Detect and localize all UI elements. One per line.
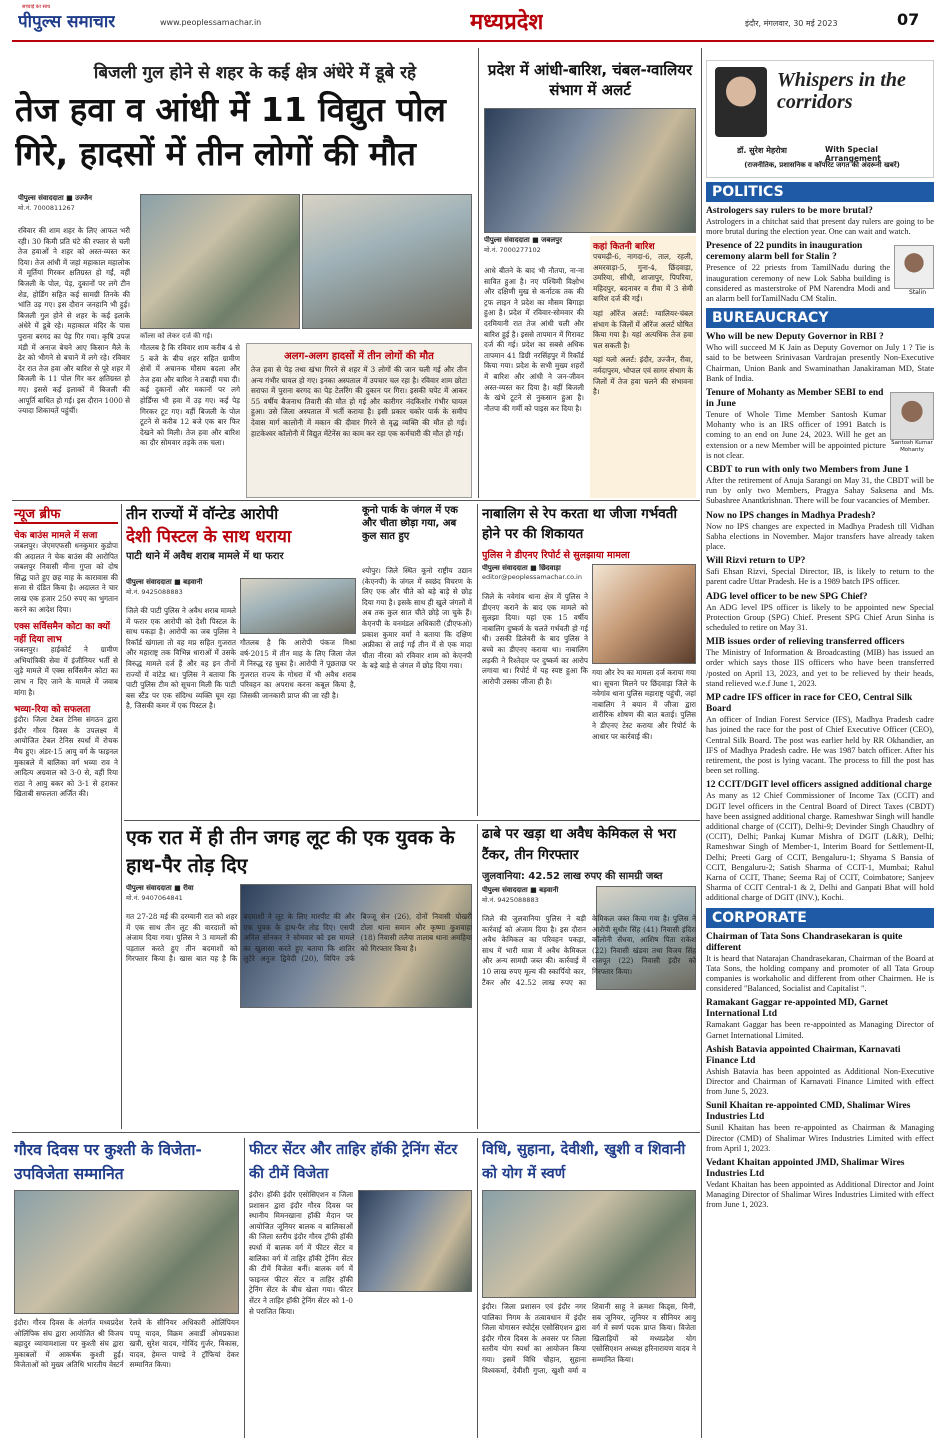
lead-body: रविवार की शाम शहर के लिए आफत भरी रही। 30 किमी प्रति घंटे की रफ्तार से चली तेज हवाओं ने शहर को अस्त-व्यस्त कर दिया। तेज आंधी में जहां महाकाल महालोक में मूर्तियां गिरकर क्षतिग्रस्त हो गईं, वहीं बिजली के पोल, पेड़, दुकानों पर लगे टीन शेड, होर्डिंग सहित कई सामग्री तिनके की भांति उड़ गए। इस दौरान जनहानि भी हुई। बिजली गुल होने से शहर के कई इलाके अंधेरे में डूबे रहे। महाकाल मंदिर के पास पुराना बरगद का पेड़ गिर गया। कृषि उपज मंडी में अनाज बेचने आए किसान मैले के ढेर को भीगने से बचाने में लगे रहे। रविवार देर रात तेज हवा और बारिश से पूरे शहर में बिजली के 11 पोल गिर कर क्षतिग्रस्त हो गए। इससे कई इलाकों में बिजली की आपूर्ति बाधित हो गई। इस दौरान 1000 से ज्यादा शिकायतें पहुंचीं।: [18, 226, 130, 416]
divider: [124, 820, 700, 821]
news-brief-item-1-headline: एक्स सर्विसमैन कोटा का क्यों नहीं दिया लाभ: [14, 622, 111, 646]
pistol-byline-block: [126, 578, 236, 602]
whispers-title: Whispers in the corridors: [777, 69, 906, 113]
news-brief-item-0-body: जबलपुर। जेएमएफसी धनकुमार कुडोपा की अदालत ने चेक बाउंस की आरोपित जबलपुर निवासी मीना गुप्ता को दोष सिद्ध पाते हुए छह माह के कारावास की सजा से दंडित किया है। अदालत ने चार लाख एक हजार 250 रुपए का भुगतान करने का आदेश दिया।: [14, 541, 118, 614]
bureaucracy-item-6-body: The Ministry of Information & Broadcasting (MIB) has issued an order which says those IIS officers who have been transferred /posted on April 13, 2023, and yet to be relieved by their heads, stand relieved w.e.f June 1, 2023.: [706, 648, 934, 688]
lead-col2: गौतलब है कि रविवार शाम करीब 4 से 5 बजे के बीच शहर सहित ग्रामीण क्षेत्रों में अचानक मौसम बदला और तेज हवा और बारिश ने तबाही मचा दी। कई दुकानों और मकानों पर लगे होर्डिंग्स भी हवा में उड़ गए। कई पेड़ गिरकर टूट गए। वहीं बिजली के पोल टूटने से करीब 12 बजे एक बार फिर देखने को मिली। तेज हवा और बारिश का दौर सोमवार तड़के तक चला।: [140, 343, 240, 448]
news-brief-label: न्यूज ब्रीफ: [14, 504, 118, 524]
bureaucracy-item-8-body: As many as 12 Chief Commissioner of Income Tax (CCIT) and DGIT level officers in the Central Board of Direct Taxes (CBDT) have been assigned additional charge. Rameshwar Singh will handle additional charge of (CCIT), Delhi-9; Devinder Singh Chaudhry of (CCIT), Delhi; Pankaj Kumar Mishra of DGIT (L&R), Delhi; Rameshwar Singh of Member-1, Interim Board for Settlement-II, Delhi; Preeti Garg of CCIT, Bengaluru-1; Shyama S Bansia of CCIT, Bengaluru-2; Satish Sharma of CCIT-1, Mumbai; Rahul Karna of CCIT, Thane; Seema Raj of CCIT, Coimbatore; Sanjeev Sharma of CCIT Central-1 & 2, Delhi and Ganpati Bhat will hold additional charge of DGIT (INV.), Kochi.: [706, 791, 934, 903]
rape-illustration: [592, 564, 696, 664]
rape-email: editor@peoplessamachar.co.in: [482, 573, 582, 581]
masthead: [0, 0, 945, 40]
lead-headline: तेज हवा व आंधी में 11 विद्युत पोल गिरे, हादसों में तीन लोगों की मौत: [15, 90, 446, 173]
loot-headline: एक रात में ही तीन जगह लूट की एक युवक के हाथ-पैर तोड़ दिए: [126, 826, 455, 877]
loot-byline-block: [126, 884, 236, 908]
divider: [12, 500, 700, 501]
storm-photo: [484, 108, 696, 233]
news-brief-item-2-body: इंदौर। जिला टेबल टेनिस संगठन द्वारा इंदौर गौरव दिवस के उपलक्ष्य में आयोजित टेबल टेनिस स्पर्धा में रोचक मैच हुए। अंडर-15 आयु वर्ग के फाइनल मुकाबले में बालिका वर्ग भव्या राव ने आदित्य अग्रवाल को 3-0 से, वहीं रिया राठा ने आयु बकर को 3-1 से हराकर खिताबी सफलता अर्जित की।: [14, 715, 118, 799]
bureaucracy-item-7-body: An officer of Indian Forest Service (IFS), Madhya Pradesh cadre has joined the race for the post of Chief Executive Officer (CEO), Central Silk Board. The post was earlier held by RR Okhandier, an IFS of Madhya Pradesh cadre. He was 1987 batch officer. After his retirement, the post is lying vacant. The process to fill the post has been set rolling.: [706, 715, 934, 776]
pistol-mobile: मो.नं. 9425088883: [126, 588, 183, 596]
bureaucracy-item-2-headline: CBDT to run with only two Members from June 1: [706, 465, 910, 476]
pistol-subhead: पाटी थाने में अवैध शराब मामले में था फरार: [126, 551, 284, 562]
rape-subhead: पुलिस ने डीएनए रिपोर्ट से सुलझाया मामला: [482, 550, 630, 561]
news-brief: [14, 504, 118, 1129]
bureaucracy-item-1-headline: Tenure of Mohanty as Member SEBI to end in June: [706, 388, 884, 410]
politics-label: POLITICS: [706, 182, 934, 202]
lead-byline-block: [18, 194, 138, 222]
corporate-item-0-body: It is heard that Natarajan Chandrasekaran, Chairman of the Board at Tata Sons, the holding company and promoter of all Tata Group companies is workaholic and different from other Chairmen. He is considered "Balanced, Socialist and Capitalist ".: [706, 953, 934, 994]
kuno-headline: कूनो पार्क के जंगल में एक और चीता छोड़ा गया, अब कुल सात हुए: [362, 505, 458, 542]
stalin-caption: Stalin: [909, 289, 926, 297]
hockey-headline: फीटर सेंटर और ताहिर हॉकी ट्रेनिंग सेंटर की टीमें विजेता: [249, 1142, 458, 1182]
storm-headline: प्रदेश में आंधी-बारिश, चंबल-ग्वालियर संभाग में अलर्ट: [487, 61, 693, 99]
paper-name: पीपुल्स समाचार: [18, 12, 116, 32]
lead-box: [246, 343, 472, 498]
yoga-photo: [482, 1190, 696, 1298]
bureaucracy-item-4-body: Safi Ehsan Rizvi, Special Director, IB, is likely to return to the parent cadre Uttar Pradesh. He is a 1989 batch IPS officer.: [706, 567, 934, 587]
kuno-body: श्योपुर। जिले स्थित कूनो राष्ट्रीय उद्यान (केएनपी) के जंगल में स्वछंद विचरण के लिए एक और चीते को बड़े बाड़े से छोड़ दिया गया है। इसके साथ ही खुले जंगलों में अब तक कुल सात चीते छोड़े जा चुके हैं। केएनपी के वनमंडल अधिकारी (डीएफओ) प्रकाश कुमार वर्मा ने बताया कि दक्षिण अफ्रीका से लाई गई तीन में से एक मादा चीता नीरवा को रविवार शाम को केएनपी के बड़े बाड़े से जंगल में छोड़ दिया गया।: [362, 566, 472, 671]
bureaucracy-item-5-headline: ADG level officer to be new SPG Chief?: [706, 591, 868, 602]
divider: [121, 504, 122, 1129]
yoga-headline: विधि, सुहाना, देवीशी, खुशी व शिवानी को योग में स्वर्ण: [482, 1142, 686, 1182]
bureaucracy-item-8-headline: 12 CCIT/DGIT level officers assigned additional charge: [706, 780, 932, 791]
corporate-item-0-headline: Chairman of Tata Sons Chandrasekaran is quite different: [706, 931, 903, 953]
orange-alert: यहां ऑरेंज अलर्ट: ग्वालियर-चंबल संभाग के जिलों में ऑरेंज अलर्ट घोषित किया गया है। यहां अत्यधिक तेज हवा चल सकती है।: [593, 308, 693, 350]
page-number: 07: [897, 10, 920, 29]
pistol-headline: देशी पिस्टल के साथ धराया: [126, 527, 292, 547]
lead-byline: पीपुल्स संवाददाता ■ उज्जैन: [18, 194, 93, 202]
pistol-body2: गौतलब है कि आरोपी पंकज मिश्रा वर्ष-2015 में तीन माह के लिए जिला जेल में निरुद्ध रह चुका है। आरोपी ने पूछताछ पर गुजरात राज्य के गोधरा में भी अवैध शराब परिवहन का अपराध करना कबूल किया है, जिसकी जानकारी प्राप्त की जा रही है।: [240, 638, 356, 700]
bureaucracy-item-4-headline: Will Rizvi return to UP?: [706, 556, 806, 567]
corporate-label: CORPORATE: [706, 908, 934, 928]
chemical-byline: पीपुल्स संवाददाता ■ बड़वानी: [482, 886, 559, 894]
storm-byline-block: [484, 236, 584, 262]
chemical-byline-block: [482, 886, 592, 910]
divider: [12, 1132, 700, 1133]
politics-item-1-body: Presence of 22 priests from TamilNadu during the inauguration ceremony of new Lok Sabha building is considered as masterstroke of PM Narendra Modi and an alarm bell forTamilNadu CM Stalin.: [706, 263, 890, 304]
chemical-headline: ढाबे पर खड़ा था अवैध केमिकल से भरा टैंकर, तीन गिरफ्तार: [482, 826, 676, 863]
corporate-item-4-headline: Vedant Khaitan appointed JMD, Shalimar Wires Industries Ltd: [706, 1157, 905, 1179]
mohanty-photo: [890, 392, 934, 440]
chemical-subhead: जुलवानिया: 42.52 लाख रुपए की सामग्री जब्त: [482, 871, 663, 882]
corporate-item-2-headline: Ashish Batavia appointed Chairman, Karnavati Finance Ltd: [706, 1044, 901, 1066]
news-brief-item-1-body: जबलपुर। हाईकोर्ट ने ग्रामीण अभियांत्रिकी सेवा में इंजीनियर भर्ती से जुड़े मामले में एक्स सर्विसमैन कोटा का लाभ न दिए जाने के मामले में जवाब मांगा है।: [14, 645, 118, 697]
lead-mobile: मो.नं. 7000811267: [18, 204, 75, 212]
divider: [477, 504, 478, 816]
divider: [244, 1138, 245, 1438]
whispers-subtitle: (राजनीतिक, प्रशासनिक व कॉर्पोरेट जगत की अंदरूनी खबरें): [744, 161, 900, 169]
bureaucracy-item-3-body: Now no IPS changes are expected in Madhya Pradesh till Vidhan Sabha elections in November. Major transfers have already taken place.: [706, 521, 934, 552]
whispers-with: With Special Arrangement: [825, 145, 881, 163]
right-column: [706, 182, 934, 1437]
corporate-item-2-body: Ashish Batavia has been appointed as Additional Non-Executive Director and Chairman of Karnavati Finance Limited with effect from June 5, 2023.: [706, 1066, 934, 1097]
chemical-body: जिले की जुलवानिया पुलिस ने बड़ी कार्रवाई को अंजाम दिया है। इस दौरान अवैध केमिकल का परिवहन पकड़ा, साथ में भारी मात्रा में अवैध केमिकल और अन्य सामग्री जब्त की। कार्रवाई में 10 लाख रुपए मूल्य की स्कार्पियो कार, टैंकर और 42.52 लाख रुपए का केमिकल जब्त किया गया है। पुलिस ने आरोपी सुधीर सिंह (41) निवासी इंदिरा कॉलोनी सेंधवा, आशिष पिता राकेश (22) निवासी खंडवा तथा विजय सिंह राजपूत (22) निवासी इंदौर को गिरफ्तार किया।: [482, 914, 696, 987]
lead-photo-temple: [302, 194, 472, 329]
section-title: मध्यप्रदेश: [470, 10, 544, 35]
corporate-item-1-body: Ramakant Gaggar has been re-appointed as Managing Director of Garnet International Limited.: [706, 1020, 934, 1040]
mohanty-caption: Santosh Kumar Mohanty: [891, 440, 933, 453]
pistol-body: जिले की पाटी पुलिस ने अवैध शराब मामले में फरार एक आरोपी को देशी पिस्टल के साथ पकड़ा है। आरोपी का जब पुलिस ने रिकॉर्ड खंगाला तो वह मप्र सहित गुजरात और महाराष्ट्र तक विभिन्न धाराओं में उसके विरुद्ध मामले दर्ज हैं और वह इन तीनों राज्यों में वांटेड था। पुलिस ने बताया कि पाटी पुलिस टीम को सूचना मिली कि पाटी बस स्टैंड पर एक संदिग्ध व्यक्ति घूम रहा है, जिसकी कमर में एक पिस्टल है।: [126, 606, 236, 711]
yoga-body: इंदौर। जिला प्रशासन एवं इंदौर नगर पालिका निगम के तत्वावधान में इंदौर जिला योगासन स्पोर्ट्स एसोसिएशन द्वारा इंदौर गौरव दिवस के अवसर पर जिला स्तरीय योग स्पर्धा का आयोजन किया गया। इसमें विधि चौहान, सुहाना विश्वकर्मा, देवीशी गुप्ता, खुशी वर्मा व शिवानी साहू ने क्रमशः किड्स, मिनी, सब जूनियर, जूनियर व सीनियर आयु वर्ग में स्वर्ण पदक प्राप्त किया। विजेता खिलाड़ियों को मध्यप्रदेश योग एसोसिएशन अध्यक्ष हरिनारायण यादव ने सम्मानित किया।: [482, 1302, 696, 1375]
bureaucracy-item-5-body: An ADG level IPS officer is likely to be appointed new Special Protection Group (SPG) Chief. Present SPG Chief Arun Sinha is scheduled to retire on May 31.: [706, 602, 934, 633]
lead-kicker: बिजली गुल होने से शहर के कई क्षेत्र अंधेरे में डूबे रहे: [93, 63, 417, 83]
corporate-item-3-body: Sunil Khaitan has been re-appointed as Chairman & Managing Director (CMD) of Shalimar Wires Industries Limited with effect from April 1, 2023.: [706, 1123, 934, 1153]
rape-body: जिले के नवेगांव थाना क्षेत्र में पुलिस ने डीएनए कराने के बाद एक मामले को सुलझा दिया। यहां एक 15 वर्षीय नाबालिग दुष्कर्म के चलते गर्भवती हो गई थी। उसकी डिलेवरी के बाद पुलिस ने बच्चे का डीएनए कराया था। नाबालिग लड़की ने रिश्तेदार पर दुष्कर्म का आरोप लगाया था। रिपोर्ट में यह स्पष्ट हुआ कि आरोपी उसका जीजा ही है।: [482, 592, 588, 686]
yellow-alert: यहां यलो अलर्ट: इंदौर, उज्जैन, रीवा, नर्मदापुरम, भोपाल एवं सागर संभाग के जिलों में तेज हवा चलने की संभावना है।: [593, 355, 693, 397]
hockey-photo: [358, 1190, 472, 1292]
bureaucracy-item-0-body: Who will succeed M K Jain as Deputy Governor on July 1 ? Tie is said to be between Srinivasan Vardrajan presently Non-Executive Chairman, Union Bank and Swaminathan Janakiraman MD, State Bank of India.: [706, 343, 934, 383]
bureaucracy-item-7-headline: MP cadre IFS officer in race for CEO, Central Silk Board: [706, 693, 913, 715]
divider: [478, 48, 479, 498]
loot-mobile: मो.नं. 9407064841: [126, 894, 183, 902]
corporate-item-3-headline: Sunil Khaitan re-appointed CMD, Shalimar Wires Industries Ltd: [706, 1101, 911, 1123]
masthead-rule: [12, 40, 934, 42]
bureaucracy-item-3-headline: Now no IPS changes in Madhya Pradesh?: [706, 510, 876, 521]
pistol-byline: पीपुल्स संवाददाता ■ बड़वानी: [126, 578, 203, 586]
kushti-body: इंदौर। गौरव दिवस के अंतर्गत मध्यप्रदेश ओलिंपिक संघ द्वारा आयोजित श्री विजय बहादुर व्यायामशाला पर कुश्ती संघ द्वारा मुकाबलों में आकर्षक कुश्ती हुई। विजेताओं को मुख्य अतिथि भारतीय वेस्टर्न रेलवे के सीनियर अधिकारी ओलिंपियन पप्पू यादव, विक्रम अवार्डी ओमप्रकाश खत्री, सुरेश यादव, गोविंद गुर्जर, विकास, यादव, हेमन्त पाण्डे ने ट्रॉफियां देकर सम्मानित किया।: [14, 1318, 239, 1370]
lead-box-body: तेज हवा से पेड़ तथा खंभा गिरने से शहर में 3 लोगों की जान चली गई और तीन अन्य गंभीर घायल हो गए। इनका अस्पताल में उपचार चल रहा है। रविवार शाम छोटा सराफा में पुराना बरगद का पेड़ टेलरिंग की दुकान पर गिरा। इसकी चपेट में आकर 55 वर्षीय बैजनाथ तिवारी की मौत हो गई और कारीगर नंदकिशोर गंभीर घायल हुआ। उसे जिला अस्पताल में भर्ती कराया है। इसी प्रकार चकोर पार्क के समीप देवास मार्ग कालोनी में मकान की दीवार गिरने से वृद्ध व्यक्ति की मौत हो गई। हाटकेश्वर कॉलोनी में विद्युत मेंटेनेंस का काम कर रहा एक कर्मचारी की मौत हो गई।: [251, 365, 467, 438]
divider: [701, 48, 702, 1438]
rape-body2: गया और रेप का मामला दर्ज कराया गया था। सूचना मिलने पर छिंदवाड़ा जिले के नवेगांव थाना पुलिस महाराष्ट्र पहुंची, जहां नाबालिग ने बयान में जीजा द्वारा शारीरिक शोषण की बात बताई। पुलिस ने डीएनए टेस्ट कराया और रिपोर्ट के आधार पर कार्रवाई की।: [592, 668, 696, 741]
storm-byline: पीपुल्स संवाददाता ■ जबलपुर: [484, 236, 562, 244]
storm-body: आधे बीतने के बाद भी नौतपा, ना-ना सावित हुआ है। नए पश्चिमी विक्षोभ और दक्षिणी मुख से कर्नाटक तक की ट्रफ लाइन ने प्रदेश का मौसम बिगाड़ा हुआ है। प्रदेश में रविवार-सोमवार की दरमियानी रात तेज आंधी चली और बारिश हुई है। इससे तापमान में गिरावट दर्ज की गई। प्रदेश का सबसे अधिक तापमान 41 डिग्री नरसिंहपुर में रिकॉर्ड किया गया। प्रदेश के सभी मुख्य शहरों में बारिश और आंधी ने जन-जीवन अस्त-व्यस्त कर दिया है। वहीं बिजली के खंभे टूटने से नुकसान हुआ है। नौतपा की गर्मी को पाइस कर दिया है।: [484, 266, 584, 413]
pistol-kicker: तीन राज्यों में वॉन्टेड आरोपी: [126, 505, 279, 523]
divider: [477, 824, 478, 1129]
lead-box-title: अलग-अलग हादसों में तीन लोगों की मौत: [284, 351, 434, 362]
whispers-header: [706, 60, 934, 178]
corporate-item-4-body: Vedant Khaitan has been appointed as Additional Director and Joint Managing Director of Shalimar Wires Industries Limited with effect from June 1, 2023.: [706, 1179, 934, 1210]
rain-box-title: कहां कितनी बारिश: [593, 242, 655, 252]
website-link[interactable]: www.peoplessamachar.in: [160, 18, 262, 27]
bureaucracy-item-1-body: Tenure of Whole Time Member Santosh Kumar Mohanty who is an IRS officer of 1991 Batch is coming to an end on June 24, 2023. Will he get an extension or a new Member will be appointed picture is not clear.: [706, 410, 886, 460]
rain-box-body: पचमढ़ी-6, नागदा-6, ताल, रहली, अमरवाड़ा-5, गुना-4, छिंदवाड़ा, उमरिया, सीधी, शाजापुर, पिपरिया, महिदपुर, बदनावर व रीवा में 3 सेमी बारिश दर्ज की गई।: [593, 252, 693, 304]
bureaucracy-label: BUREAUCRACY: [706, 308, 934, 328]
bureaucracy-item-2-body: After the retirement of Anuja Sarangi on May 31, the CBDT will be run by only two Members, Pragya Sahay Saksena and Ms. Subashree Anantkrishnan. There will be four vacancies of Member.: [706, 476, 934, 506]
politics-item-0-headline: Astrologers say rulers to be more brutal?: [706, 206, 873, 216]
lead-photo-caption: कॉल्स को लेकर दर्ज की गई।: [140, 332, 213, 340]
paper-tagline: सच्चाई का साथ: [22, 4, 51, 10]
rape-headline: नाबालिग से रेप करता था जीजा गर्भवती होने पर की शिकायत: [482, 506, 677, 542]
loot-byline: पीपुल्स संवाददाता ■ रीवा: [126, 884, 194, 892]
lead-photo-tree: [140, 194, 300, 329]
news-brief-item-0-headline: चेक बाउंस मामले में सजा: [14, 531, 98, 541]
paper-logo: [18, 4, 158, 34]
politics-item-0-body: Astrologers in a chitchat said that present day rulers are going to be more brutal during the election year. One can wait and watch.: [706, 217, 934, 237]
storm-rain-box: [590, 236, 696, 498]
politics-item-1-headline: Presence of 22 pundits in inauguration ceremony alarm bell for Stalin ?: [706, 241, 863, 263]
chemical-mobile: मो.नं. 9425088883: [482, 896, 539, 904]
bureaucracy-item-0-headline: Who will be new Deputy Governor in RBI ?: [706, 332, 884, 343]
kushti-photo: [14, 1190, 239, 1314]
hockey-body: इंदौर। हॉकी इंदौर एसोसिएशन व जिला प्रशासन द्वारा इंदौर गौरव दिवस पर स्थानीय मिमनखाना हॉकी मैदान पर आयोजित जूनियर बालक व बालिकाओं की जिला स्तरीय इंदौर गौरव ट्रॉफी हॉकी स्पर्धा में बालक वर्ग में फीटर सेंटर व बालिका वर्ग में ताहिर हॉकी ट्रेनिंग सेंटर की टीमें विजेता बनीं। बालक वर्ग में फाइनल फीटर सेंटर व ताहिर हॉकी ट्रेनिंग सेंटर के बीच खेला गया। फीटर सेंटर ने ताहिर हॉकी ट्रेनिंग सेंटर को 1-0 से पराजित किया।: [249, 1190, 353, 1316]
rape-byline-block: [482, 564, 602, 588]
dateline: इंदौर, मंगलवार, 30 मई 2023: [745, 19, 838, 28]
stalin-photo: [894, 245, 934, 289]
author-photo: [715, 67, 767, 137]
corporate-item-1-headline: Ramakant Gaggar re-appointed MD, Garnet International Ltd: [706, 998, 888, 1020]
storm-mobile: मो.नं. 7000277102: [484, 246, 541, 254]
news-brief-item-2-headline: भव्या-रिया को सफलता: [14, 705, 91, 716]
whispers-author: डॉ. सुरेश मेहरोत्रा: [737, 146, 787, 155]
rape-byline: पीपुल्स संवाददाता ■ छिंदवाड़ा: [482, 564, 561, 572]
pistol-photo: [240, 578, 356, 634]
bureaucracy-item-6-headline: MIB issues order of relieving transferred officers: [706, 637, 905, 648]
loot-body: गत 27-28 मई की दरम्यानी रात को शहर में एक साथ तीन लूट की वारदातों को अंजाम दिया गया। पुलिस ने 3 मामलों की पड़ताल करते हुए तीन बदमाशों को गिरफ्तार किया है। खास बात यह है कि बदमाशों ने लूट के लिए मारपीट की और एक युवक के हाथ-पैर तोड़ दिए। एसपी अनिल सोनकर ने सोमवार को इस मामले का खुलासा करते हुए बताया कि शातिर लुटेरे अनुज द्विवेदी (20), विपिन उर्फ बिज्जू सेन (26), दोनों निवासी पोखरी टोला थाना समान और कृष्णा कुशवाहा (18) निवासी तलैया तालाब थाना अमहिया को गिरफ्तार किया है।: [126, 912, 472, 964]
kushti-headline: गौरव दिवस पर कुश्ती के विजेता-उपविजेता सम्मानित: [14, 1141, 202, 1183]
divider: [477, 1138, 478, 1438]
